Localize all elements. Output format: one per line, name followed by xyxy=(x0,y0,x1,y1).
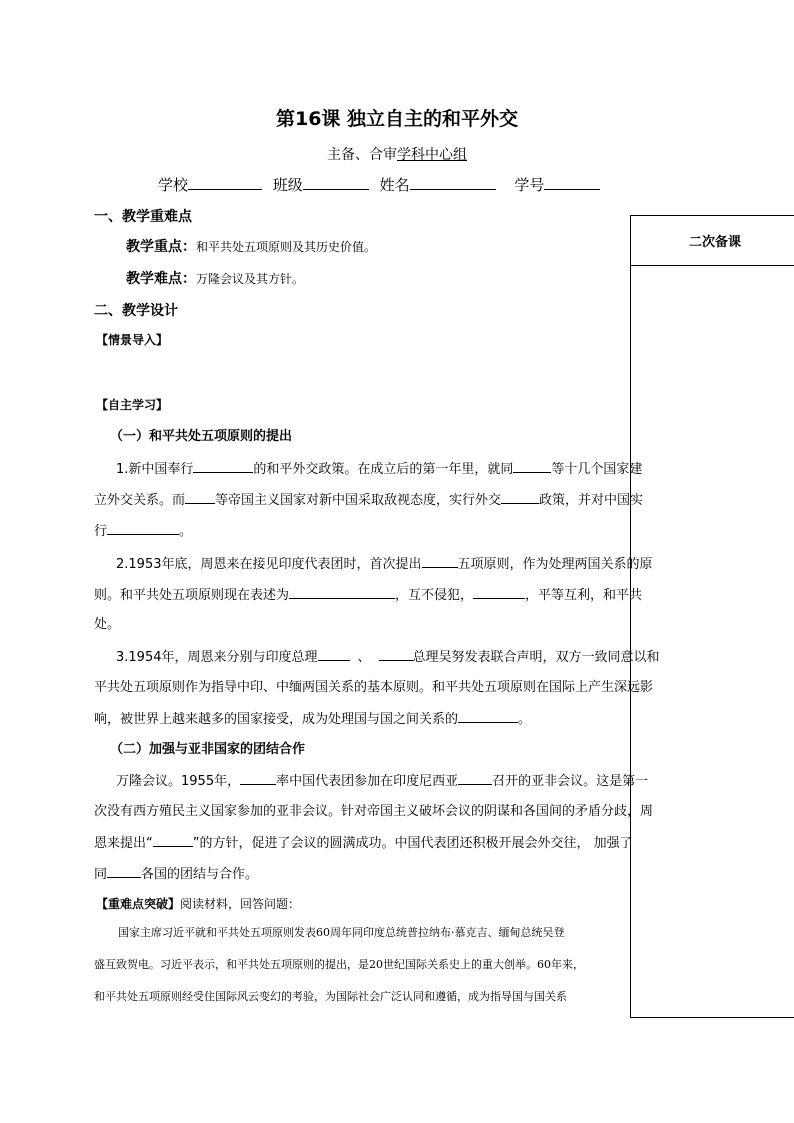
difficulty-text: 万隆会议及其方针。 xyxy=(196,272,305,286)
bandung-text: 同 xyxy=(94,867,108,882)
q2-blank-1[interactable] xyxy=(422,552,458,568)
q1-text: 等十几个国家建 xyxy=(551,462,643,477)
bandung-line-2: 次没有西方殖民主义国家参加的亚非会议。针对帝国主义破坏会议的阴谋和各国间的矛盾分歧，周 xyxy=(94,804,654,819)
second-prep-heading: 二次备课 xyxy=(631,216,794,266)
preparer-value: 学科中心组 xyxy=(397,147,467,163)
bandung-blank-2[interactable] xyxy=(458,769,492,785)
q2-blank-2[interactable] xyxy=(289,583,395,599)
bandung-text: 恩来提出“ xyxy=(94,836,153,851)
q3-line-2: 平共处五项原则作为指导中印、中缅两国关系的基本原则。和平共处五项原则在国际上产生深远影 xyxy=(94,680,654,695)
q3-line-1 xyxy=(116,645,660,665)
q3-text: 响，被世界上越来越多的国家接受，成为处理国与国之间关系的 xyxy=(94,712,459,727)
q1-text: 的和平外交政策。在成立后的第一年里，就同 xyxy=(253,462,514,477)
q3-blank-2[interactable] xyxy=(379,645,413,661)
q1-line-2 xyxy=(94,488,643,508)
q3-text: 。 xyxy=(518,712,532,727)
bandung-text: 率中国代表团参加在印度尼西亚 xyxy=(276,774,459,789)
school-label: 学校 xyxy=(158,176,189,194)
q2-text: ，平等互利，和平共 xyxy=(525,588,643,603)
class-label: 班级 xyxy=(272,176,303,194)
id-field[interactable] xyxy=(544,174,600,190)
teaching-difficulty xyxy=(126,268,304,288)
class-field[interactable] xyxy=(303,174,369,190)
q2-blank-3[interactable] xyxy=(473,583,525,599)
school-field[interactable] xyxy=(188,174,262,190)
key-point-label: 【重难点突破】 xyxy=(96,897,181,911)
bandung-blank-3[interactable] xyxy=(153,831,193,847)
bandung-text: 各国的团结与合作。 xyxy=(141,867,259,882)
q2-text: ，互不侵犯， xyxy=(395,588,474,603)
bandung-line-4 xyxy=(94,862,258,882)
q3-blank-3[interactable] xyxy=(458,707,518,723)
id-label: 学号 xyxy=(514,176,545,194)
bandung-text: 召开的亚非会议。这是第一 xyxy=(492,774,649,789)
bandung-line-1 xyxy=(116,769,648,789)
focus-label: 教学重点： xyxy=(126,239,196,255)
section-2-heading: 二、教学设计 xyxy=(94,303,178,319)
key-point-text: 阅读材料，回答问题： xyxy=(180,897,301,911)
material-line-3: 和平共处五项原则经受住国际风云变幻的考验，为国际社会广泛认同和遵循，成为指导国与国关系 xyxy=(94,990,567,1003)
name-field[interactable] xyxy=(410,174,496,190)
q1-text: 立外交关系。而 xyxy=(94,493,186,508)
bandung-text: ”的方针，促进了会议的圆满成功。中国代表团还积极开展会外交往， 加强了 xyxy=(192,836,633,851)
q1-blank-4[interactable] xyxy=(501,488,539,504)
bandung-blank-1[interactable] xyxy=(240,769,276,785)
name-label: 姓名 xyxy=(379,176,410,194)
subsection-2-heading: （二）加强与亚非国家的团结合作 xyxy=(110,742,306,757)
student-info xyxy=(158,174,600,195)
focus-text: 和平共处五项原则及其历史价值。 xyxy=(196,240,377,254)
subsection-1-heading: （一）和平共处五项原则的提出 xyxy=(110,429,293,444)
preparer-line xyxy=(0,144,794,164)
bandung-line-3 xyxy=(94,831,633,851)
preparer-label: 主备、合审 xyxy=(327,147,397,163)
q2-text: 2.1953年底，周恩来在接见印度代表团时，首次提出 xyxy=(116,557,422,572)
q3-text: 、 xyxy=(357,650,371,665)
q3-line-3 xyxy=(94,707,531,727)
q1-line-3 xyxy=(94,519,192,539)
bandung-blank-4[interactable] xyxy=(107,862,141,878)
q1-blank-3[interactable] xyxy=(185,488,215,504)
q2-text: 则。和平共处五项原则现在表述为 xyxy=(94,588,290,603)
key-point-line xyxy=(96,893,300,912)
q3-blank-1[interactable] xyxy=(318,645,350,661)
q1-blank-5[interactable] xyxy=(107,519,179,535)
q1-line-1 xyxy=(116,457,642,477)
difficulty-label: 教学难点： xyxy=(126,271,196,287)
page-title: 第16课 独立自主的和平外交 xyxy=(275,108,519,130)
q2-line-3: 处。 xyxy=(94,617,121,632)
q2-line-2 xyxy=(94,583,642,603)
material-line-2: 盛互致贺电。习近平表示，和平共处五项原则的提出，是20世纪国际关系史上的重大创举。60年来， xyxy=(94,958,584,971)
self-study-heading: 【自主学习】 xyxy=(96,398,169,412)
second-prep-panel xyxy=(630,215,794,1018)
q1-text: 政策，并对中国实 xyxy=(539,493,644,508)
q1-blank-2[interactable] xyxy=(513,457,551,473)
bandung-text: 万隆会议。1955年， xyxy=(116,774,241,789)
q1-text: 行 xyxy=(94,524,108,539)
q2-text: 五项原则，作为处理两国关系的原 xyxy=(457,557,653,572)
q1-text: 1.新中国奉行 xyxy=(116,462,194,477)
intro-heading: 【情景导入】 xyxy=(96,333,169,347)
q1-text: 。 xyxy=(179,524,193,539)
q1-text: 等帝国主义国家对新中国采取敌视态度，实行外交 xyxy=(215,493,502,508)
q3-text: 3.1954年，周恩来分别与印度总理 xyxy=(116,650,318,665)
material-line-1: 国家主席习近平就和平共处五项原则发表60周年同印度总统普拉纳布·慕克吉、缅甸总统吴登 xyxy=(118,926,565,939)
q3-text: 总理吴努发表联合声明，双方一致同意以和 xyxy=(412,650,660,665)
q2-line-1 xyxy=(116,552,653,572)
section-1-heading: 一、教学重难点 xyxy=(94,209,192,225)
teaching-focus xyxy=(126,236,376,256)
q1-blank-1[interactable] xyxy=(193,457,253,473)
